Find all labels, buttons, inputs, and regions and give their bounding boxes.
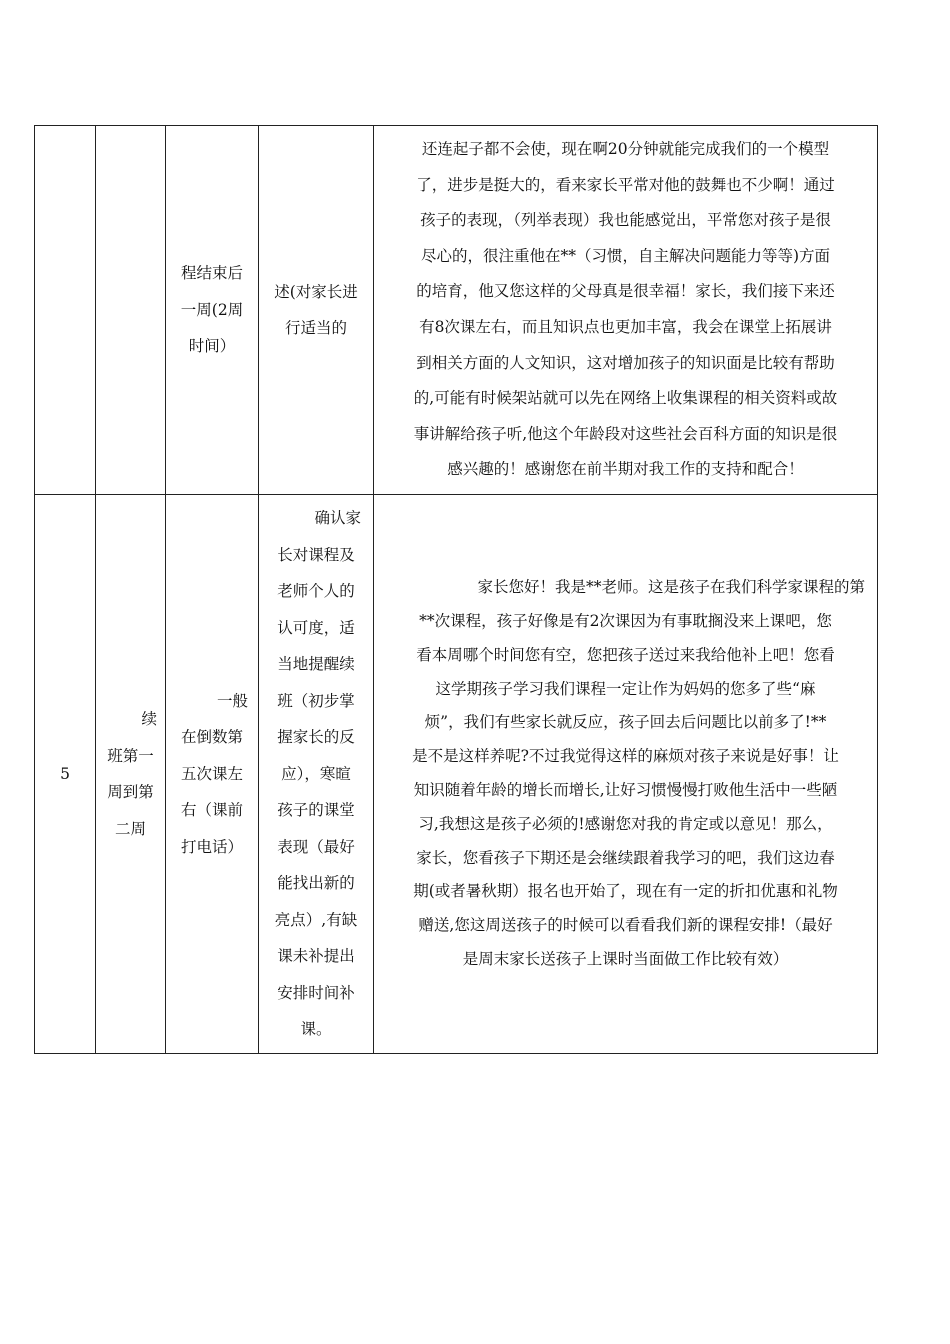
timing-cell <box>166 126 259 495</box>
purpose-line: 长对课程及 <box>277 545 355 564</box>
purpose-line: 当地提醒续 <box>277 655 355 674</box>
script-line: 期(或者暑秋期）报名也开始了，现在有一定的折扣优惠和礼物 <box>413 882 838 901</box>
script-line: 烦”，我们有些家长就反应，孩子回去后问题比以前多了!** <box>424 713 827 732</box>
purpose-line: 班（初步掌 <box>277 691 355 710</box>
period-cell <box>96 126 166 495</box>
purpose-line: 表现（最好 <box>277 837 355 856</box>
script-line: 感兴趣的！感谢您在前半期对我工作的支持和配合！ <box>447 460 804 479</box>
script-line: 这学期孩子学习我们课程一定让作为妈妈的您多了些“麻 <box>435 679 816 698</box>
table-row <box>35 126 878 495</box>
script-line: 有8次课左右，而且知识点也更加丰富，我会在课堂上拓展讲 <box>419 318 832 336</box>
purpose-line: 应），寒暄 <box>281 764 351 783</box>
period-line: 续 <box>141 710 157 728</box>
timing-line: 程结束后 <box>180 264 243 283</box>
table-row <box>35 495 878 1054</box>
period-line: 周到第 <box>107 783 154 801</box>
script-line: 是周末家长送孩子上课时当面做工作比较有效） <box>462 949 789 968</box>
timing-line: 在倒数第 <box>180 728 243 747</box>
purpose-cell <box>259 126 374 495</box>
timing-line: 打电话） <box>180 837 243 856</box>
script-line: 习,我想这是孩子必须的!感谢您对我的肯定或以意见！那么， <box>418 814 833 833</box>
purpose-line: 孩子的课堂 <box>277 801 355 820</box>
purpose-line: 课。 <box>300 1020 332 1039</box>
period-cell <box>96 495 166 1054</box>
purpose-line: 行适当的 <box>284 319 347 337</box>
purpose-line: 老师个人的 <box>277 582 355 601</box>
purpose-line: 课未补提出 <box>277 947 355 966</box>
script-line: 知识随着年龄的增长而增长,让好习惯慢慢打败他生活中一些陋 <box>413 781 838 799</box>
timing-line: 右（课前 <box>180 801 243 820</box>
purpose-line: 亮点）,有缺 <box>274 910 358 929</box>
script-line: 的,可能有时候架站就可以先在网络上收集课程的相关资料或故 <box>413 389 838 408</box>
timing-line: 时间） <box>188 337 236 356</box>
script-line: 事讲解给孩子听,他这个年龄段对这些社会百科方面的知识是很 <box>413 424 838 443</box>
purpose-line: 安排时间补 <box>277 983 355 1002</box>
script-line: 是不是这样养呢?不过我觉得这样的麻烦对孩子来说是好事！让 <box>412 747 839 766</box>
purpose-line: 确认家 <box>314 509 361 528</box>
script-line: **次课程，孩子好像是有2次课因为有事耽搁没来上课吧，您 <box>419 612 832 631</box>
script-line: 了，进步是挺大的，看来家长平常对他的鼓舞也不少啊！通过 <box>416 175 835 194</box>
timing-line: 五次课左 <box>180 764 243 783</box>
index-cell <box>35 126 96 495</box>
script-cell <box>374 495 878 1054</box>
purpose-line: 能找出新的 <box>277 874 355 893</box>
purpose-line: 述(对家长进 <box>274 282 358 301</box>
script-line: 看本周哪个时间您有空，您把孩子送过来我给他补上吧！您看 <box>416 645 835 664</box>
script-line: 到相关方面的人文知识，这对增加孩子的知识面是比较有帮助 <box>416 353 835 372</box>
period-line: 班第一 <box>107 746 154 765</box>
purpose-cell <box>259 495 374 1054</box>
index-cell: 5 <box>35 495 96 1054</box>
script-line: 孩子的表现，（列举表现）我也能感觉出，平常您对孩子是很 <box>420 211 831 230</box>
purpose-line: 认可度，适 <box>277 618 355 637</box>
timing-line: 一周(2周 <box>180 300 244 319</box>
period-line: 二周 <box>114 819 146 838</box>
script-line: 尽心的，很注重他在**（习惯，自主解决问题能力等等)方面 <box>420 246 831 265</box>
timing-line: 一般 <box>216 691 248 710</box>
script-line: 家长，您看孩子下期还是会继续跟着我学习的吧，我们这边春 <box>416 848 835 867</box>
communication-schedule-table <box>34 125 878 1054</box>
script-line: 赠送,您这周送孩子的时候可以看看我们新的课程安排!（最好 <box>418 916 833 935</box>
script-line: 还连起子都不会使，现在啊20分钟就能完成我们的一个模型 <box>421 140 830 159</box>
timing-cell <box>166 495 259 1054</box>
script-line: 家长您好！我是**老师。这是孩子在我们科学家课程的第 <box>477 578 865 597</box>
script-line: 的培育，他又您这样的父母真是很幸福！家长，我们接下来还 <box>416 282 835 301</box>
script-cell <box>374 126 878 495</box>
purpose-line: 握家长的反 <box>277 728 355 747</box>
